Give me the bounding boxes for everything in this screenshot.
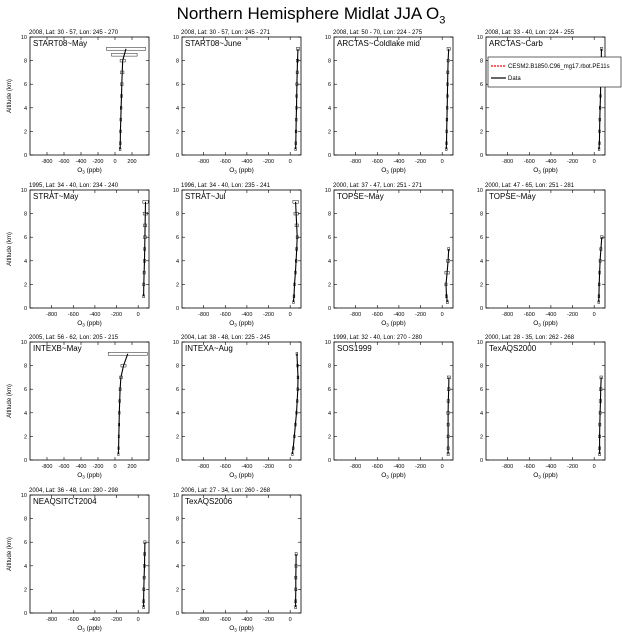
data-line bbox=[118, 354, 127, 454]
x-tick-label: -200 bbox=[263, 617, 275, 623]
x-axis-label-unit: (ppb) bbox=[540, 320, 558, 327]
y-tick-label: 6 bbox=[23, 387, 27, 394]
y-tick-label: 8 bbox=[327, 211, 331, 218]
x-tick-label: -800 bbox=[198, 464, 210, 470]
panel-header: 2004, Lat: 36 - 48, Lon: 280 - 298 bbox=[29, 488, 119, 494]
x-tick-label: -400 bbox=[241, 617, 253, 623]
y-tick-label: 8 bbox=[175, 363, 179, 370]
y-tick-label: 8 bbox=[479, 363, 483, 370]
campaign-label: START08~May bbox=[33, 39, 88, 48]
campaign-label: TOPSE~May bbox=[337, 192, 384, 201]
panel-frame bbox=[30, 342, 149, 460]
y-tick-label: 0 bbox=[327, 153, 331, 159]
x-tick-label: -400 bbox=[545, 312, 557, 318]
y-tick-label: 10 bbox=[172, 493, 179, 499]
x-axis-label bbox=[533, 320, 558, 328]
x-axis-label-unit: (ppb) bbox=[236, 472, 254, 479]
x-tick-label: -200 bbox=[567, 312, 579, 318]
x-axis-label bbox=[229, 320, 254, 328]
y-tick-label: 0 bbox=[479, 458, 483, 464]
panel-frame bbox=[30, 190, 149, 308]
x-tick-label: -400 bbox=[75, 159, 87, 165]
x-tick-label: -200 bbox=[567, 159, 579, 165]
y-tick-label: 2 bbox=[479, 434, 483, 441]
y-tick-label: 6 bbox=[479, 235, 483, 242]
x-axis-label-sub: 3 bbox=[538, 474, 541, 480]
data-line bbox=[446, 49, 448, 149]
x-tick-label: -800 bbox=[198, 617, 210, 623]
y-tick-label: 6 bbox=[175, 82, 179, 89]
x-tick-label: -600 bbox=[67, 617, 79, 623]
x-tick-label: -200 bbox=[92, 464, 104, 470]
x-axis-label-sub: 3 bbox=[538, 169, 541, 175]
panel-frame bbox=[182, 495, 301, 613]
data-line bbox=[144, 202, 146, 296]
panel-header: 2008, Lat: 50 - 70, Lon: 224 - 275 bbox=[333, 30, 423, 36]
panel-13 bbox=[7, 488, 149, 633]
y-tick-label: 4 bbox=[23, 563, 27, 570]
x-tick-label: -800 bbox=[198, 312, 210, 318]
legend-box bbox=[488, 57, 621, 87]
x-axis-label-main: O bbox=[381, 320, 387, 327]
x-tick-label: 0 bbox=[288, 159, 292, 165]
y-tick-label: 2 bbox=[23, 434, 27, 441]
y-tick-label: 4 bbox=[23, 410, 27, 417]
y-tick-label: 4 bbox=[23, 105, 27, 112]
data-line bbox=[120, 49, 126, 149]
y-tick-label: 10 bbox=[476, 340, 483, 346]
panel-3 bbox=[325, 30, 453, 175]
x-axis-label-unit: (ppb) bbox=[84, 472, 102, 479]
y-tick-label: 6 bbox=[23, 235, 27, 242]
panel-12 bbox=[477, 335, 605, 480]
y-tick-label: 0 bbox=[23, 458, 27, 464]
x-axis-label-sub: 3 bbox=[234, 627, 237, 633]
y-tick-label: 4 bbox=[175, 410, 179, 417]
y-tick-label: 8 bbox=[175, 211, 179, 218]
y-tick-label: 0 bbox=[23, 306, 27, 312]
x-axis-label-main: O bbox=[533, 167, 539, 174]
x-axis-label-unit: (ppb) bbox=[388, 320, 406, 327]
x-axis-label-sub: 3 bbox=[82, 474, 85, 480]
y-tick-label: 4 bbox=[23, 258, 27, 265]
x-tick-label: -800 bbox=[502, 464, 514, 470]
y-tick-label: 2 bbox=[327, 129, 331, 136]
y-tick-label: 8 bbox=[479, 58, 483, 65]
x-tick-label: -600 bbox=[58, 464, 70, 470]
x-tick-label: 0 bbox=[592, 159, 596, 165]
x-axis-label-sub: 3 bbox=[234, 169, 237, 175]
data-line bbox=[292, 354, 298, 454]
x-tick-label: -600 bbox=[58, 159, 70, 165]
data-line bbox=[599, 237, 602, 302]
campaign-label: TOPSE~May bbox=[489, 192, 536, 201]
y-tick-label: 4 bbox=[479, 105, 483, 112]
x-tick-label: 0 bbox=[440, 159, 444, 165]
x-tick-label: 0 bbox=[288, 312, 292, 318]
y-tick-label: 6 bbox=[327, 235, 331, 242]
x-tick-label: -200 bbox=[415, 312, 427, 318]
x-axis-label-unit: (ppb) bbox=[236, 625, 254, 632]
panel-frame bbox=[182, 342, 301, 460]
x-axis-label bbox=[229, 625, 254, 633]
x-tick-label: 0 bbox=[113, 464, 117, 470]
y-tick-label: 4 bbox=[175, 258, 179, 265]
panel-1 bbox=[7, 30, 149, 175]
x-axis-label bbox=[77, 625, 102, 633]
x-axis-label-main: O bbox=[229, 472, 235, 479]
data-line bbox=[144, 542, 145, 607]
panel-frame bbox=[486, 37, 605, 155]
campaign-label: START08~June bbox=[185, 39, 242, 48]
x-axis-label-sub: 3 bbox=[82, 322, 85, 328]
y-tick-label: 10 bbox=[476, 35, 483, 41]
x-tick-label: -600 bbox=[371, 464, 383, 470]
y-tick-label: 0 bbox=[175, 611, 179, 617]
y-tick-label: 4 bbox=[175, 563, 179, 570]
x-tick-label: -800 bbox=[502, 159, 514, 165]
x-tick-label: -400 bbox=[75, 464, 87, 470]
y-tick-label: 8 bbox=[175, 58, 179, 65]
x-tick-label: -600 bbox=[219, 159, 231, 165]
panel-6 bbox=[173, 183, 301, 328]
x-tick-label: -400 bbox=[393, 464, 405, 470]
y-tick-label: 6 bbox=[479, 82, 483, 89]
x-axis-label-unit: (ppb) bbox=[540, 167, 558, 174]
y-tick-label: 10 bbox=[20, 188, 27, 194]
x-tick-label: 0 bbox=[592, 464, 596, 470]
title-text: Northern Hemisphere Midlat JJA O bbox=[176, 4, 440, 23]
x-axis-label-main: O bbox=[533, 472, 539, 479]
panel-frame bbox=[334, 37, 453, 155]
y-tick-label: 8 bbox=[23, 516, 27, 523]
x-axis-label-main: O bbox=[229, 625, 235, 632]
panel-11 bbox=[325, 335, 453, 480]
panel-frame bbox=[334, 342, 453, 460]
x-axis-label bbox=[77, 167, 102, 175]
x-tick-label: -400 bbox=[89, 617, 101, 623]
y-tick-label: 10 bbox=[324, 188, 331, 194]
y-tick-label: 2 bbox=[23, 129, 27, 136]
panel-frame bbox=[486, 190, 605, 308]
y-tick-label: 4 bbox=[479, 410, 483, 417]
x-tick-label: -800 bbox=[350, 464, 362, 470]
x-tick-label: 0 bbox=[288, 617, 292, 623]
panel-5 bbox=[7, 183, 149, 328]
x-tick-label: -800 bbox=[350, 159, 362, 165]
panel-frame bbox=[182, 190, 301, 308]
panel-2 bbox=[173, 30, 301, 175]
legend-obs-label: Data bbox=[508, 76, 521, 82]
x-tick-label: 200 bbox=[127, 159, 137, 165]
y-tick-label: 2 bbox=[175, 434, 179, 441]
y-tick-label: 8 bbox=[23, 363, 27, 370]
x-axis-label bbox=[533, 472, 558, 480]
x-tick-label: -200 bbox=[111, 617, 123, 623]
x-axis-label-main: O bbox=[77, 167, 83, 174]
y-tick-label: 2 bbox=[23, 587, 27, 594]
x-tick-label: -600 bbox=[219, 312, 231, 318]
panel-header: 1999, Lat: 32 - 40, Lon: 270 - 280 bbox=[333, 335, 423, 341]
x-axis-label-sub: 3 bbox=[386, 322, 389, 328]
panel-frame bbox=[334, 190, 453, 308]
y-tick-label: 10 bbox=[172, 188, 179, 194]
panel-7 bbox=[325, 183, 453, 328]
y-tick-label: 6 bbox=[175, 540, 179, 547]
title-subscript: 3 bbox=[439, 14, 446, 27]
x-axis-label-sub: 3 bbox=[82, 627, 85, 633]
campaign-label: STRAT~Jul bbox=[185, 192, 226, 201]
x-axis-label bbox=[381, 472, 406, 480]
campaign-label: NEAQSITCT2004 bbox=[33, 497, 97, 506]
y-tick-label: 8 bbox=[23, 58, 27, 65]
panel-header: 1996, Lat: 34 - 40, Lon: 235 - 241 bbox=[181, 183, 271, 189]
x-axis-label-sub: 3 bbox=[386, 169, 389, 175]
x-tick-label: 0 bbox=[288, 464, 292, 470]
x-tick-label: 0 bbox=[592, 312, 596, 318]
y-tick-label: 6 bbox=[23, 82, 27, 89]
legend-model-label: CESM2.B1850.C96_mg17.rbot.PE11s bbox=[508, 64, 610, 70]
x-axis-label-unit: (ppb) bbox=[236, 167, 254, 174]
x-tick-label: -800 bbox=[502, 312, 514, 318]
x-axis-label-main: O bbox=[229, 320, 235, 327]
x-tick-label: -400 bbox=[393, 312, 405, 318]
data-line bbox=[448, 377, 449, 454]
y-tick-label: 6 bbox=[23, 540, 27, 547]
x-tick-label: 0 bbox=[113, 159, 117, 165]
panel-header: 2000, Lat: 28 - 35, Lon: 262 - 268 bbox=[485, 335, 575, 341]
x-tick-label: 0 bbox=[440, 312, 444, 318]
panel-10 bbox=[173, 335, 301, 480]
x-axis-label-unit: (ppb) bbox=[84, 320, 102, 327]
campaign-label: ARCTAS~Coldlake mid bbox=[337, 39, 420, 48]
x-axis-label-unit: (ppb) bbox=[84, 625, 102, 632]
y-tick-label: 6 bbox=[327, 82, 331, 89]
y-axis-label: Altitude (km) bbox=[7, 537, 13, 571]
x-tick-label: -600 bbox=[219, 617, 231, 623]
x-axis-label-unit: (ppb) bbox=[388, 472, 406, 479]
panel-4 bbox=[477, 30, 621, 175]
x-tick-label: -600 bbox=[371, 312, 383, 318]
x-axis-label-unit: (ppb) bbox=[236, 320, 254, 327]
y-tick-label: 0 bbox=[479, 306, 483, 312]
x-tick-label: -400 bbox=[545, 159, 557, 165]
panel-header: 2008, Lat: 33 - 40, Lon: 224 - 255 bbox=[485, 30, 575, 36]
panel-9 bbox=[7, 335, 149, 480]
x-axis-label-sub: 3 bbox=[386, 474, 389, 480]
x-axis-label-main: O bbox=[381, 472, 387, 479]
campaign-label: ARCTAS~Carb bbox=[489, 39, 543, 48]
x-axis-label-unit: (ppb) bbox=[540, 472, 558, 479]
x-tick-label: 0 bbox=[136, 312, 140, 318]
x-tick-label: -800 bbox=[46, 312, 58, 318]
panel-14 bbox=[173, 488, 301, 633]
data-line bbox=[293, 202, 297, 302]
x-tick-label: -800 bbox=[41, 159, 53, 165]
campaign-label: INTEXA~Aug bbox=[185, 344, 233, 353]
data-line bbox=[600, 377, 602, 454]
x-tick-label: -400 bbox=[545, 464, 557, 470]
x-axis-label-unit: (ppb) bbox=[84, 167, 102, 174]
y-tick-label: 10 bbox=[172, 340, 179, 346]
y-axis-label: Altitude (km) bbox=[7, 232, 13, 266]
x-tick-label: -600 bbox=[67, 312, 79, 318]
x-tick-label: -800 bbox=[46, 617, 58, 623]
y-tick-label: 2 bbox=[175, 282, 179, 289]
campaign-label: TexAQS2006 bbox=[185, 497, 233, 506]
x-tick-label: -800 bbox=[41, 464, 53, 470]
y-tick-label: 8 bbox=[175, 516, 179, 523]
x-tick-label: -200 bbox=[92, 159, 104, 165]
panel-frame bbox=[182, 37, 301, 155]
y-tick-label: 2 bbox=[23, 282, 27, 289]
x-axis-label bbox=[381, 320, 406, 328]
y-tick-label: 4 bbox=[479, 258, 483, 265]
y-tick-label: 6 bbox=[327, 387, 331, 394]
x-axis-label bbox=[229, 472, 254, 480]
x-tick-label: -200 bbox=[111, 312, 123, 318]
y-tick-label: 2 bbox=[327, 282, 331, 289]
y-tick-label: 0 bbox=[479, 153, 483, 159]
y-tick-label: 10 bbox=[476, 188, 483, 194]
x-tick-label: -200 bbox=[263, 159, 275, 165]
y-tick-label: 2 bbox=[327, 434, 331, 441]
y-tick-label: 8 bbox=[23, 211, 27, 218]
x-tick-label: 200 bbox=[127, 464, 137, 470]
x-axis-label-sub: 3 bbox=[82, 169, 85, 175]
x-tick-label: -400 bbox=[241, 464, 253, 470]
panel-frame bbox=[30, 495, 149, 613]
x-axis-label bbox=[533, 167, 558, 175]
x-tick-label: -400 bbox=[89, 312, 101, 318]
panel-header: 2000, Lat: 37 - 47, Lon: 251 - 271 bbox=[333, 183, 423, 189]
x-tick-label: -400 bbox=[393, 159, 405, 165]
x-tick-label: -600 bbox=[523, 464, 535, 470]
y-tick-label: 0 bbox=[23, 611, 27, 617]
y-tick-label: 2 bbox=[175, 587, 179, 594]
y-tick-label: 4 bbox=[327, 105, 331, 112]
x-tick-label: 0 bbox=[440, 464, 444, 470]
y-tick-label: 0 bbox=[327, 458, 331, 464]
x-axis-label-sub: 3 bbox=[538, 322, 541, 328]
x-axis-label-main: O bbox=[229, 167, 235, 174]
y-tick-label: 0 bbox=[175, 306, 179, 312]
x-tick-label: -200 bbox=[415, 159, 427, 165]
y-tick-label: 4 bbox=[175, 105, 179, 112]
y-tick-label: 10 bbox=[20, 493, 27, 499]
y-tick-label: 10 bbox=[324, 340, 331, 346]
y-tick-label: 0 bbox=[23, 153, 27, 159]
campaign-label: STRAT~May bbox=[33, 192, 79, 201]
x-axis-label bbox=[229, 167, 254, 175]
x-axis-label-main: O bbox=[77, 625, 83, 632]
y-tick-label: 10 bbox=[172, 35, 179, 41]
campaign-label: SOS1999 bbox=[337, 344, 372, 353]
x-axis-label-main: O bbox=[77, 472, 83, 479]
x-axis-label-main: O bbox=[381, 167, 387, 174]
panel-header: 2006, Lat: 27 - 34, Lon: 260 - 268 bbox=[181, 488, 271, 494]
x-axis-label bbox=[77, 320, 102, 328]
panel-header: 2005, Lat: 56 - 62, Lon: 205 - 215 bbox=[29, 335, 119, 341]
panel-frame bbox=[30, 37, 149, 155]
x-tick-label: -200 bbox=[263, 464, 275, 470]
data-line bbox=[446, 249, 449, 302]
x-tick-label: -200 bbox=[263, 312, 275, 318]
panel-header: 2008, Lat: 30 - 57, Lon: 245 - 271 bbox=[181, 30, 271, 36]
panel-header: 1995, Lat: 34 - 40, Lon: 234 - 240 bbox=[29, 183, 119, 189]
y-tick-label: 8 bbox=[479, 211, 483, 218]
x-tick-label: -600 bbox=[523, 159, 535, 165]
x-tick-label: -400 bbox=[241, 312, 253, 318]
x-tick-label: -600 bbox=[523, 312, 535, 318]
x-tick-label: -400 bbox=[241, 159, 253, 165]
y-tick-label: 6 bbox=[479, 387, 483, 394]
x-tick-label: -600 bbox=[371, 159, 383, 165]
x-tick-label: -800 bbox=[198, 159, 210, 165]
x-tick-label: -200 bbox=[567, 464, 579, 470]
x-axis-label bbox=[381, 167, 406, 175]
y-tick-label: 10 bbox=[20, 340, 27, 346]
y-tick-label: 2 bbox=[479, 129, 483, 136]
panel-header: 2004, Lat: 38 - 48, Lon: 225 - 245 bbox=[181, 335, 271, 341]
y-tick-label: 10 bbox=[20, 35, 27, 41]
x-tick-label: -600 bbox=[219, 464, 231, 470]
x-axis-label-unit: (ppb) bbox=[388, 167, 406, 174]
y-tick-label: 8 bbox=[327, 363, 331, 370]
x-tick-label: -800 bbox=[350, 312, 362, 318]
y-tick-label: 6 bbox=[175, 387, 179, 394]
y-tick-label: 4 bbox=[327, 410, 331, 417]
campaign-label: INTEXB~May bbox=[33, 344, 82, 353]
x-axis-label-main: O bbox=[533, 320, 539, 327]
x-tick-label: -200 bbox=[415, 464, 427, 470]
data-line bbox=[296, 49, 298, 149]
y-tick-label: 4 bbox=[327, 258, 331, 265]
y-tick-label: 10 bbox=[324, 35, 331, 41]
y-tick-label: 0 bbox=[327, 306, 331, 312]
panel-frame bbox=[486, 342, 605, 460]
y-axis-label: Altitude (km) bbox=[7, 384, 13, 418]
data-line bbox=[296, 554, 297, 607]
campaign-label: TexAQS2000 bbox=[489, 344, 537, 353]
x-axis-label bbox=[77, 472, 102, 480]
y-tick-label: 2 bbox=[479, 282, 483, 289]
panel-8 bbox=[477, 183, 605, 328]
y-tick-label: 0 bbox=[175, 153, 179, 159]
x-tick-label: 0 bbox=[136, 617, 140, 623]
y-axis-label: Altitude (km) bbox=[7, 79, 13, 113]
x-axis-label-sub: 3 bbox=[234, 322, 237, 328]
y-tick-label: 6 bbox=[175, 235, 179, 242]
y-tick-label: 8 bbox=[327, 58, 331, 65]
x-axis-label-sub: 3 bbox=[234, 474, 237, 480]
x-axis-label-main: O bbox=[77, 320, 83, 327]
panel-header: 2008, Lat: 30 - 57, Lon: 245 - 270 bbox=[29, 30, 119, 36]
y-tick-label: 0 bbox=[175, 458, 179, 464]
y-tick-label: 2 bbox=[175, 129, 179, 136]
panel-header: 2000, Lat: 47 - 65, Lon: 251 - 281 bbox=[485, 183, 575, 189]
